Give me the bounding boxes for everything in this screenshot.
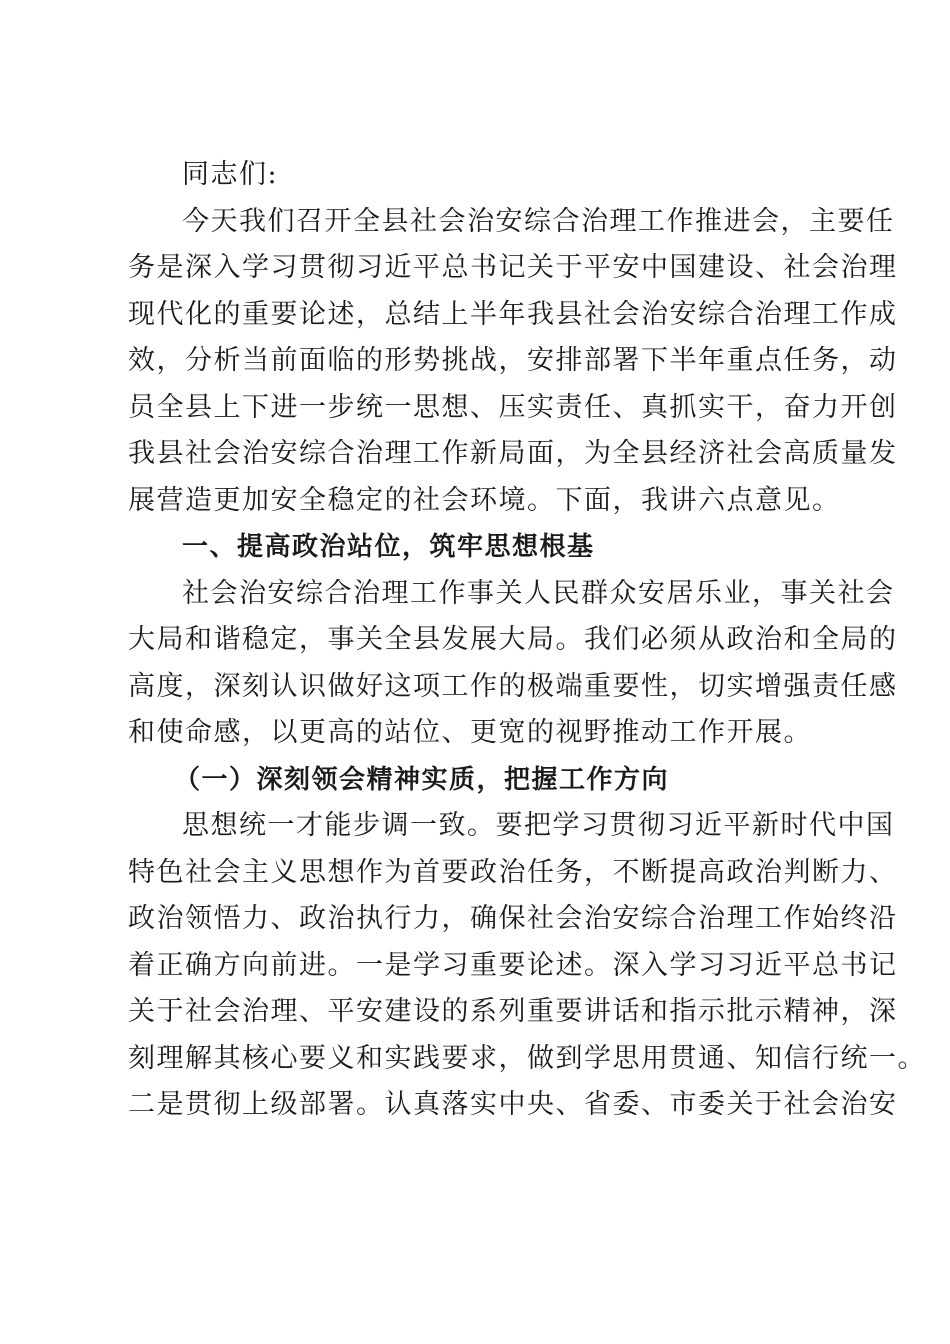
subsection1-line: 刻理解其核心要义和实践要求，做到学思用贯通、知信行统一。 [128, 1042, 926, 1074]
section1-line: 高度，深刻认识做好这项工作的极端重要性，切实增强责任感 [128, 670, 898, 702]
subsection1-line: 二是贯彻上级部署。认真落实中央、省委、市委关于社会治安 [128, 1089, 898, 1120]
section1-line: 和使命感，以更高的站位、更宽的视野推动工作开展。 [128, 717, 812, 748]
section1-line: 大局和谐稳定，事关全县发展大局。我们必须从政治和全局的 [128, 624, 898, 655]
section1-line: 社会治安综合治理工作事关人民群众安居乐业，事关社会 [182, 577, 895, 609]
subsection1-line: 政治领悟力、政治执行力，确保社会治安综合治理工作始终沿 [128, 903, 898, 934]
subsection1-line: 关于社会治理、平安建设的系列重要讲话和指示批示精神，深 [128, 996, 898, 1027]
intro-line: 效，分析当前面临的形势挑战，安排部署下半年重点任务，动 [128, 345, 898, 376]
document-body [128, 152, 926, 1129]
intro-line: 展营造更加安全稳定的社会环境。下面，我讲六点意见。 [128, 484, 841, 516]
intro-line: 现代化的重要论述，总结上半年我县社会治安综合治理工作成 [128, 298, 898, 330]
intro-line: 我县社会治安综合治理工作新局面，为全县经济社会高质量发 [128, 438, 898, 469]
subsection-heading-1: （一）深刻领会精神实质，把握工作方向 [174, 764, 670, 795]
subsection1-line: 思想统一才能步调一致。要把学习贯彻习近平新时代中国 [182, 810, 895, 841]
salutation: 同志们: [182, 159, 279, 190]
subsection1-line: 特色社会主义思想作为首要政治任务，不断提高政治判断力、 [128, 856, 898, 888]
section-heading-1: 一、提高政治站位，筑牢思想根基 [182, 532, 595, 562]
intro-line: 员全县上下进一步统一思想、压实责任、真抓实干，奋力开创 [128, 391, 898, 423]
subsection1-line: 着正确方向前进。一是学习重要论述。深入学习习近平总书记 [128, 949, 898, 981]
section1-paragraph [128, 571, 898, 757]
intro-line: 今天我们召开全县社会治安综合治理工作推进会，主要任 [182, 205, 895, 237]
intro-paragraph [128, 199, 898, 525]
subsection1-paragraph [128, 803, 926, 1129]
intro-line: 务是深入学习贯彻习近平总书记关于平安中国建设、社会治理 [128, 252, 898, 283]
